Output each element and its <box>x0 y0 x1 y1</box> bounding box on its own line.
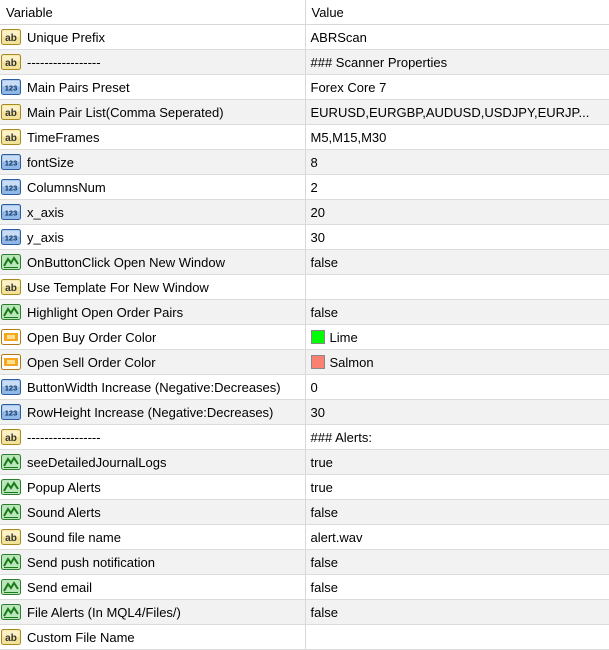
variable-name: ColumnsNum <box>27 179 106 195</box>
value-cell[interactable] <box>305 175 609 200</box>
variable-value: EURUSD,EURGBP,AUDUSD,USDJPY,EURJP... <box>310 104 590 120</box>
variable-value: 20 <box>310 204 325 220</box>
variable-value: alert.wav <box>310 529 363 545</box>
table-row[interactable] <box>0 325 609 350</box>
string-type-icon <box>1 128 21 146</box>
variable-value: false <box>310 554 338 570</box>
variable-cell[interactable] <box>0 200 305 225</box>
variable-value: true <box>310 454 333 470</box>
integer-type-icon <box>1 78 21 96</box>
integer-type-icon <box>1 153 21 171</box>
table-row[interactable] <box>0 550 609 575</box>
variable-name: Send email <box>27 579 93 595</box>
variable-cell[interactable] <box>0 550 305 575</box>
variable-cell[interactable] <box>0 300 305 325</box>
variable-value: Salmon <box>329 354 374 370</box>
variable-cell[interactable] <box>0 600 305 625</box>
variable-value: M5,M15,M30 <box>310 129 387 145</box>
string-type-icon <box>1 628 21 646</box>
column-header-variable[interactable]: Variable <box>0 0 305 25</box>
table-row[interactable] <box>0 425 609 450</box>
integer-type-icon <box>1 203 21 221</box>
value-cell[interactable] <box>305 500 609 525</box>
table-row[interactable] <box>0 600 609 625</box>
value-cell[interactable] <box>305 100 609 125</box>
variable-name: y_axis <box>27 229 64 245</box>
integer-type-icon <box>1 378 21 396</box>
value-cell[interactable] <box>305 550 609 575</box>
table-row[interactable] <box>0 450 609 475</box>
value-cell[interactable] <box>305 325 609 350</box>
variable-value: false <box>310 304 338 320</box>
svg-text:ab: ab <box>5 533 17 544</box>
variable-value: Forex Core 7 <box>310 79 387 95</box>
value-cell[interactable] <box>305 625 609 650</box>
string-type-icon <box>1 28 21 46</box>
variable-value: ABRScan <box>310 29 367 45</box>
variable-cell[interactable] <box>0 250 305 275</box>
string-type-icon <box>1 103 21 121</box>
boolean-type-icon <box>1 603 21 621</box>
svg-text:ab: ab <box>5 633 17 644</box>
svg-text:123: 123 <box>4 208 18 218</box>
value-cell[interactable] <box>305 600 609 625</box>
variable-cell[interactable] <box>0 475 305 500</box>
value-cell[interactable] <box>305 250 609 275</box>
variable-cell[interactable] <box>0 500 305 525</box>
variable-name: Main Pair List(Comma Seperated) <box>27 104 224 120</box>
value-cell[interactable] <box>305 125 609 150</box>
value-cell[interactable] <box>305 50 609 75</box>
svg-text:ab: ab <box>5 133 17 144</box>
variable-cell[interactable] <box>0 350 305 375</box>
variable-cell[interactable] <box>0 150 305 175</box>
variable-value: false <box>310 504 338 520</box>
table-row[interactable] <box>0 375 609 400</box>
variable-name: x_axis <box>27 204 64 220</box>
variable-cell[interactable] <box>0 225 305 250</box>
boolean-type-icon <box>1 478 21 496</box>
value-cell[interactable] <box>305 275 609 300</box>
table-row[interactable] <box>0 225 609 250</box>
svg-text:ab: ab <box>5 58 17 69</box>
svg-text:ab: ab <box>5 283 17 294</box>
table-row[interactable] <box>0 300 609 325</box>
variable-name: ----------------- <box>27 54 101 70</box>
integer-type-icon <box>1 178 21 196</box>
value-cell[interactable] <box>305 400 609 425</box>
boolean-type-icon <box>1 553 21 571</box>
table-row[interactable] <box>0 275 609 300</box>
variable-value: 30 <box>310 229 325 245</box>
value-cell[interactable] <box>305 575 609 600</box>
variable-cell[interactable] <box>0 175 305 200</box>
variable-value: false <box>310 254 338 270</box>
variable-name: TimeFrames <box>27 129 100 145</box>
value-cell[interactable] <box>305 425 609 450</box>
value-cell[interactable] <box>305 375 609 400</box>
variable-value: 2 <box>310 179 318 195</box>
svg-text:123: 123 <box>4 408 18 418</box>
variable-name: ButtonWidth Increase (Negative:Decreases) <box>27 379 281 395</box>
svg-text:ab: ab <box>5 108 17 119</box>
column-header-value[interactable]: Value <box>305 0 609 25</box>
table-row[interactable] <box>0 75 609 100</box>
table-row[interactable] <box>0 25 609 50</box>
variable-cell[interactable] <box>0 625 305 650</box>
table-row[interactable] <box>0 350 609 375</box>
variable-name: Main Pairs Preset <box>27 79 130 95</box>
variable-value: false <box>310 579 338 595</box>
variable-name: fontSize <box>27 154 74 170</box>
variable-cell[interactable] <box>0 50 305 75</box>
variable-cell[interactable] <box>0 325 305 350</box>
table-row[interactable] <box>0 150 609 175</box>
svg-text:ab: ab <box>5 33 17 44</box>
variable-name: Highlight Open Order Pairs <box>27 304 184 320</box>
variable-cell[interactable] <box>0 375 305 400</box>
variable-value: ### Scanner Properties <box>310 54 448 70</box>
integer-type-icon <box>1 228 21 246</box>
boolean-type-icon <box>1 453 21 471</box>
variable-name: RowHeight Increase (Negative:Decreases) <box>27 404 274 420</box>
variable-name: Open Sell Order Color <box>27 354 156 370</box>
string-type-icon <box>1 428 21 446</box>
color-type-icon <box>1 353 21 371</box>
variable-name: ----------------- <box>27 429 101 445</box>
svg-text:123: 123 <box>4 183 18 193</box>
table-row[interactable] <box>0 400 609 425</box>
variable-name: Popup Alerts <box>27 479 101 495</box>
variable-cell[interactable] <box>0 75 305 100</box>
svg-text:123: 123 <box>4 83 18 93</box>
variable-value: Lime <box>329 329 358 345</box>
parameter-rows <box>0 25 609 650</box>
variable-value: 8 <box>310 154 318 170</box>
variable-cell[interactable] <box>0 400 305 425</box>
variable-name: Sound Alerts <box>27 504 101 520</box>
variable-name: File Alerts (In MQL4/Files/) <box>27 604 181 620</box>
table-row[interactable] <box>0 250 609 275</box>
value-cell[interactable] <box>305 525 609 550</box>
variable-name: Send push notification <box>27 554 155 570</box>
variable-name: OnButtonClick Open New Window <box>27 254 225 270</box>
value-cell[interactable] <box>305 200 609 225</box>
value-cell[interactable] <box>305 150 609 175</box>
string-type-icon <box>1 528 21 546</box>
color-type-icon <box>1 328 21 346</box>
table-row[interactable] <box>0 500 609 525</box>
table-row[interactable] <box>0 175 609 200</box>
svg-text:ab: ab <box>5 433 17 444</box>
value-cell[interactable] <box>305 75 609 100</box>
variable-cell[interactable] <box>0 425 305 450</box>
value-cell[interactable] <box>305 225 609 250</box>
table-row[interactable] <box>0 100 609 125</box>
table-row[interactable] <box>0 575 609 600</box>
table-row[interactable] <box>0 200 609 225</box>
variable-cell[interactable] <box>0 25 305 50</box>
value-cell[interactable] <box>305 300 609 325</box>
variable-value: true <box>310 479 333 495</box>
variable-name: Open Buy Order Color <box>27 329 157 345</box>
variable-name: Unique Prefix <box>27 29 106 45</box>
table-row[interactable] <box>0 625 609 650</box>
boolean-type-icon <box>1 503 21 521</box>
value-cell[interactable] <box>305 450 609 475</box>
table-header <box>0 0 609 25</box>
svg-text:123: 123 <box>4 233 18 243</box>
value-cell[interactable] <box>305 475 609 500</box>
table-row[interactable] <box>0 525 609 550</box>
svg-text:123: 123 <box>4 158 18 168</box>
variable-name: seeDetailedJournalLogs <box>27 454 167 470</box>
boolean-type-icon <box>1 578 21 596</box>
variable-name: Custom File Name <box>27 629 135 645</box>
variable-cell[interactable] <box>0 575 305 600</box>
variable-cell[interactable] <box>0 100 305 125</box>
table-row[interactable] <box>0 125 609 150</box>
table-row[interactable] <box>0 475 609 500</box>
variable-value: 0 <box>310 379 318 395</box>
table-row[interactable] <box>0 50 609 75</box>
string-type-icon <box>1 53 21 71</box>
variable-value: ### Alerts: <box>310 429 372 445</box>
variable-value: false <box>310 604 338 620</box>
variable-cell[interactable] <box>0 275 305 300</box>
variable-cell[interactable] <box>0 450 305 475</box>
integer-type-icon <box>1 403 21 421</box>
svg-text:123: 123 <box>4 383 18 393</box>
value-cell[interactable] <box>305 25 609 50</box>
boolean-type-icon <box>1 303 21 321</box>
value-cell[interactable] <box>305 350 609 375</box>
variable-cell[interactable] <box>0 125 305 150</box>
variable-cell[interactable] <box>0 525 305 550</box>
boolean-type-icon <box>1 253 21 271</box>
color-swatch <box>311 355 325 369</box>
variable-value: 30 <box>310 404 325 420</box>
variable-name: Use Template For New Window <box>27 279 209 295</box>
string-type-icon <box>1 278 21 296</box>
variable-name: Sound file name <box>27 529 121 545</box>
color-swatch <box>311 330 325 344</box>
